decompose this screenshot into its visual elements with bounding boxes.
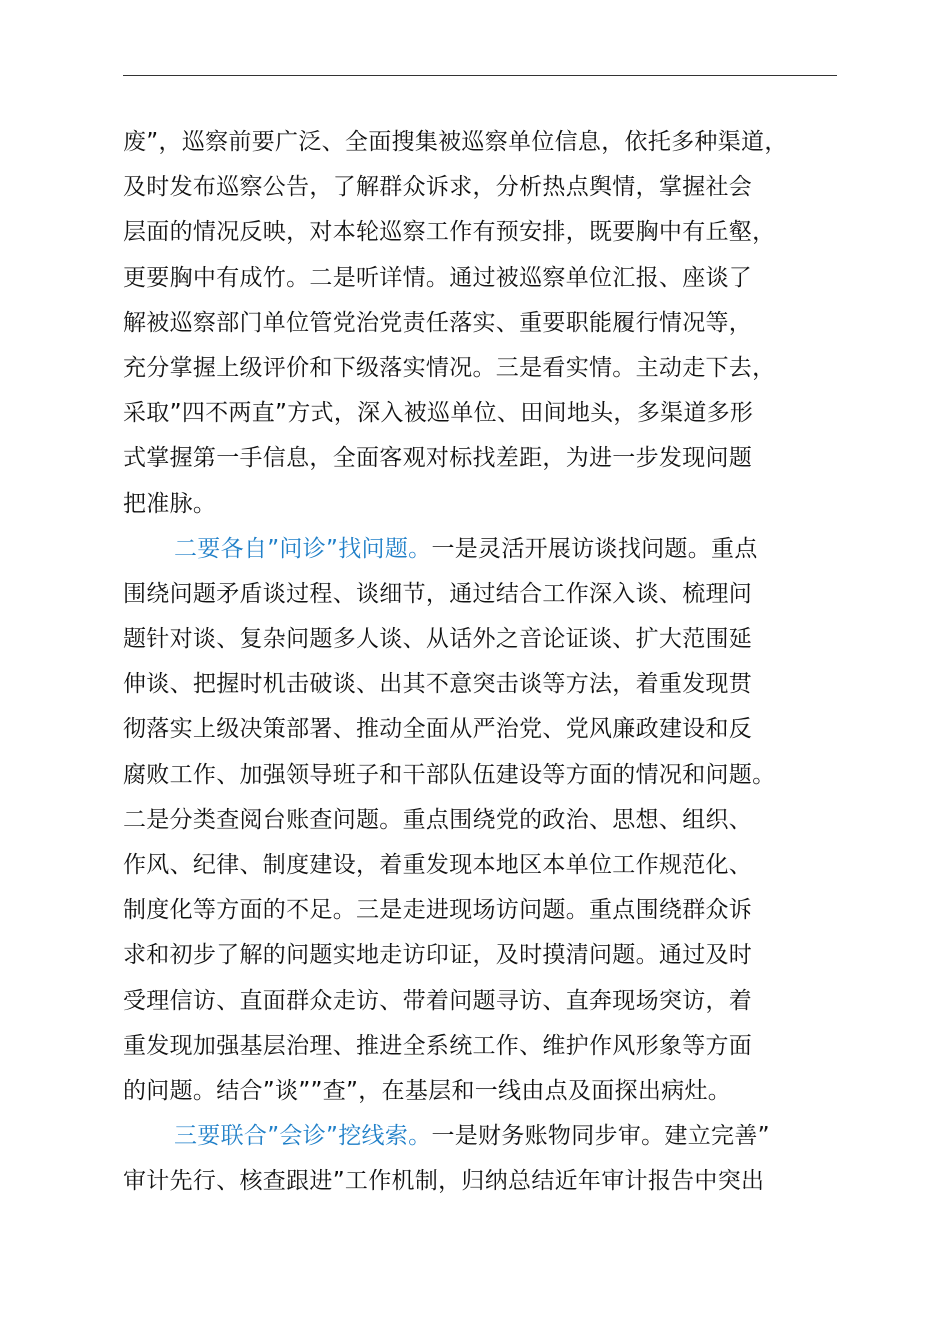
text-line: 围绕问题矛盾谈过程、谈细节，通过结合工作深入谈、梳理问 [123, 580, 753, 607]
text-line: 二是分类查阅台账查问题。重点围绕党的政治、思想、组织、 [123, 806, 753, 833]
text-line: 伸谈、把握时机击破谈、出其不意突击谈等方法，着重发现贯 [123, 671, 753, 698]
header-rule [123, 75, 837, 76]
text-line: 及时发布巡察公告，了解群众诉求，分析热点舆情，掌握社会 [123, 174, 753, 201]
text-line: 把准脉。 [123, 490, 217, 517]
text-line: 求和初步了解的问题实地走访印证，及时摸清问题。通过及时 [123, 942, 753, 969]
text-line: 彻落实上级决策部署、推动全面从严治党、党风廉政建设和反 [123, 716, 753, 743]
text-line: 解被巡察部门单位管党治党责任落实、重要职能履行情况等， [123, 309, 753, 336]
text-line: 题针对谈、复杂问题多人谈、从话外之音论证谈、扩大范围延 [123, 626, 753, 653]
text-line: 废”，巡察前要广泛、全面搜集被巡察单位信息，依托多种渠道， [123, 129, 788, 155]
text-line: 充分掌握上级评价和下级落实情况。三是看实情。主动走下去， [123, 354, 776, 381]
section-2-intro: 一是灵活开展访谈找问题。重点 [431, 535, 758, 562]
text-line: 采取”四不两直”方式，深入被巡单位、田间地头，多渠道多形 [123, 400, 754, 427]
text-line: 腐败工作、加强领导班子和干部队伍建设等方面的情况和问题。 [123, 761, 776, 788]
section-2-first-line [123, 527, 859, 572]
text-line: 层面的情况反映，对本轮巡察工作有预安排，既要胸中有丘壑， [123, 219, 776, 246]
text-line: 更要胸中有成竹。二是听详情。通过被巡察单位汇报、座谈了 [123, 264, 753, 291]
text-line: 受理信访、直面群众走访、带着问题寻访、直奔现场突访，着 [123, 987, 753, 1014]
section-3-first-line [123, 1114, 859, 1159]
text-line: 制度化等方面的不足。三是走进现场访问题。重点围绕群众诉 [123, 897, 753, 924]
section-3-heading: 三要联合”会诊”挖线索。 [174, 1123, 432, 1150]
section-2-heading: 二要各自”问诊”找问题。 [174, 535, 432, 562]
text-line: 作风、纪律、制度建设，着重发现本地区本单位工作规范化、 [123, 852, 753, 878]
document-body [123, 120, 859, 1205]
text-line: 式掌握第一手信息，全面客观对标找差距，为进一步发现问题 [123, 445, 753, 472]
text-line: 重发现加强基层治理、推进全系统工作、维护作风形象等方面 [123, 1032, 753, 1059]
section-3-intro: 一是财务账物同步审。建立完善” [431, 1123, 770, 1150]
text-line: 的问题。结合”谈””查”，在基层和一线由点及面探出病灶。 [123, 1077, 732, 1104]
text-line: 审计先行、核查跟进”工作机制，归纳总结近年审计报告中突出 [123, 1168, 765, 1195]
